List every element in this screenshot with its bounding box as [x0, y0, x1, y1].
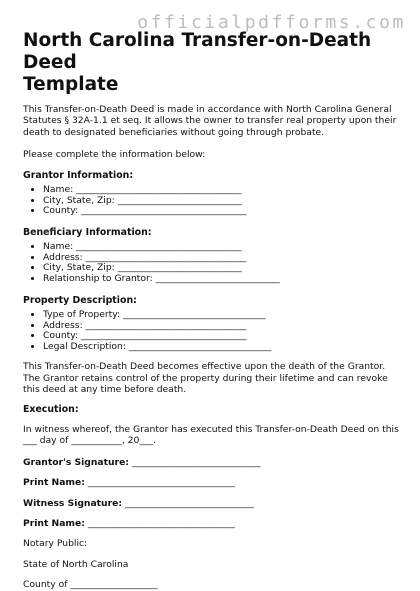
witness-signature-row	[23, 498, 405, 509]
grantor-heading: Grantor Information:	[23, 169, 134, 181]
beneficiary-heading: Beneficiary Information:	[23, 226, 152, 238]
print-name-label-1: Print Name:	[23, 477, 85, 489]
watermark: officialpdfforms.com	[137, 12, 406, 33]
property-type-field[interactable]: • Type of Property: _______________________________	[43, 310, 405, 321]
beneficiary-address-field[interactable]: • Address: ___________________________________	[43, 253, 405, 264]
print-name-line-2[interactable]: ________________________________	[87, 518, 235, 530]
document-page	[23, 30, 405, 591]
property-legal-description-field[interactable]: • Legal Description: _______________________________	[43, 342, 405, 353]
witness-signature-label: Witness Signature:	[23, 497, 123, 509]
beneficiary-list	[23, 242, 405, 284]
execution-heading: Execution:	[23, 403, 79, 415]
property-county-field[interactable]: • County: ____________________________________	[43, 331, 405, 342]
execution-text: In witness whereof, the Grantor has executed this Transfer-on-Death Deed on this ___ day of ___________, 20___.	[23, 424, 399, 447]
intro-paragraph: This Transfer-on-Death Deed is made in accordance with North Carolina General Statutes § 32A-1.1 et seq. It allows the owner to transfer real property upon their death to designated beneficiaries without going through probate.	[23, 104, 397, 138]
title-line-1: North Carolina Transfer-on-Death Deed	[23, 30, 372, 73]
grantor-city-field[interactable]: • City, State, Zip: ___________________________	[43, 196, 405, 207]
beneficiary-relationship-field[interactable]: • Relationship to Grantor: ___________________________	[43, 274, 405, 285]
notary-label: Notary Public:	[23, 538, 88, 550]
property-address-field[interactable]: • Address: ___________________________________	[43, 321, 405, 332]
print-name-label-2: Print Name:	[23, 518, 85, 530]
beneficiary-name-field[interactable]: • Name: ____________________________________	[43, 242, 405, 253]
grantor-signature-row	[23, 457, 405, 468]
grantor-signature-line[interactable]: ____________________________	[131, 456, 261, 468]
grantor-county-field[interactable]: • County: ____________________________________	[43, 206, 405, 217]
grantor-signature-label: Grantor's Signature:	[23, 456, 129, 468]
beneficiary-city-field[interactable]: • City, State, Zip: ___________________________	[43, 263, 405, 274]
property-heading: Property Description:	[23, 294, 137, 306]
state-text: State of North Carolina	[23, 558, 129, 570]
grantor-name-field[interactable]: • Name: ____________________________________	[43, 185, 405, 196]
title-line-2: Template	[23, 74, 119, 95]
county-of-field[interactable]: County of ___________________	[23, 579, 158, 591]
property-list	[23, 310, 405, 352]
instructions-text: Please complete the information below:	[23, 149, 206, 161]
print-name-row-1	[23, 477, 405, 488]
print-name-row-2	[23, 518, 405, 529]
witness-signature-line[interactable]: ____________________________	[124, 497, 254, 509]
effective-paragraph: This Transfer-on-Death Deed becomes effective upon the death of the Grantor. The Grantor retains control of the property during their lifetime and can revoke this deed at any time before death.	[23, 361, 388, 396]
grantor-list	[23, 185, 405, 217]
print-name-line-1[interactable]: ________________________________	[87, 477, 235, 489]
document-title	[23, 30, 405, 96]
